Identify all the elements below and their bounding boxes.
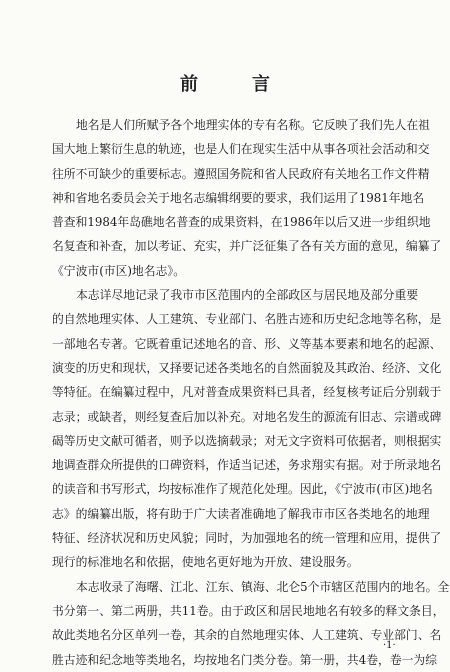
- paragraph-2-line-9: 的读音和书写形式，均按标准作了规范化处理。因此，《宁波市(市区)地名: [52, 482, 433, 497]
- paragraph-2-line-8: 地调查群众所提供的口碑资料，作适当记述，务求翔实有据。对于所录地名: [52, 458, 442, 473]
- paragraph-2-line-2: 的自然地理实体、人工建筑、专业部门、名胜古迹和历史纪念地等名称，是: [52, 312, 442, 327]
- page-title: 前 言: [180, 74, 288, 95]
- paragraph-2-line-7: 碣等历史文献可循者，则予以选摘载录；对无文字资料可依据者，则根据实: [52, 433, 442, 448]
- paragraph-2-line-11: 特征、经济状况和历史风貌；同时，为加强地名的统一管理和应用，提供了: [52, 531, 442, 546]
- paragraph-3-line-4: 胜古迹和纪念地等类地名，均按地名门类分卷。第一册，共4卷，卷一为综: [52, 652, 438, 667]
- paragraph-3-line-1: 本志收录了海曙、江北、江东、镇海、北仑5个市辖区范围内的地名。全: [76, 579, 450, 594]
- paragraph-1-line-7: 《宁波市(市区)地名志》。: [52, 263, 186, 278]
- paragraph-3-line-3: 故此类地名分区单列一卷，其余的自然地理实体、人工建筑、专业部门、名: [52, 628, 442, 643]
- paragraph-1-line-4: 神和省地名委员会关于地名志编辑纲要的要求，我们运用了1981年地名: [52, 190, 425, 205]
- paragraph-1-line-2: 国大地上繁衍生息的轨迹，也是人们在现实生活中从事各项社会活动和交: [52, 142, 430, 157]
- paragraph-1-line-1: 地名是人们所赋予各个地理实体的专有名称。它反映了我们先人在祖: [76, 118, 430, 132]
- paragraph-3-line-2: 书分第一、第二两册，共11卷。由于政区和居民地地名有较多的释文条目，: [52, 603, 445, 618]
- paragraph-2-line-6: 志录；或缺者，则经复查后加以补充。对地名发生的源流有旧志、宗谱或碑: [52, 409, 442, 424]
- paragraph-2-line-10: 志》的编纂出版，将有助于广大读者准确地了解我市市区各类地名的地理: [52, 506, 430, 521]
- paragraph-2-line-3: 一部地名专著。它既着重记述地名的音、形、义等基本要素和地名的起源、: [52, 336, 442, 351]
- body-text: [52, 113, 450, 672]
- paragraph-2-line-1: 本志详尽地记录了我市市区范围内的全部政区与居民地及部分重要: [76, 288, 419, 303]
- paragraph-1-line-6: 名复查和补查，加以考证、充实，并广泛征集了各有关方面的意见，编纂了: [52, 239, 442, 254]
- paragraph-1-line-3: 往所不可缺少的重要标志。遵照国务院和省人民政府有关地名工作文件精: [52, 166, 430, 181]
- paragraph-2-line-5: 等特征。在编纂过程中，凡对普查成果资料已具者，经复核考证后分别载于: [52, 385, 442, 400]
- page-number: ·1·: [383, 640, 396, 651]
- paragraph-2-line-12: 现行的标准地名和依据，使地名更好地为开放、建设服务。: [52, 555, 359, 570]
- paragraph-2-line-4: 演变的历史和现状，又择要记述各类地名的自然面貌及其政治、经济、文化: [52, 360, 442, 375]
- paragraph-1-line-5: 普查和1984年岛礁地名普查的成果资料，在1986年以后又进一步组织地: [52, 215, 431, 230]
